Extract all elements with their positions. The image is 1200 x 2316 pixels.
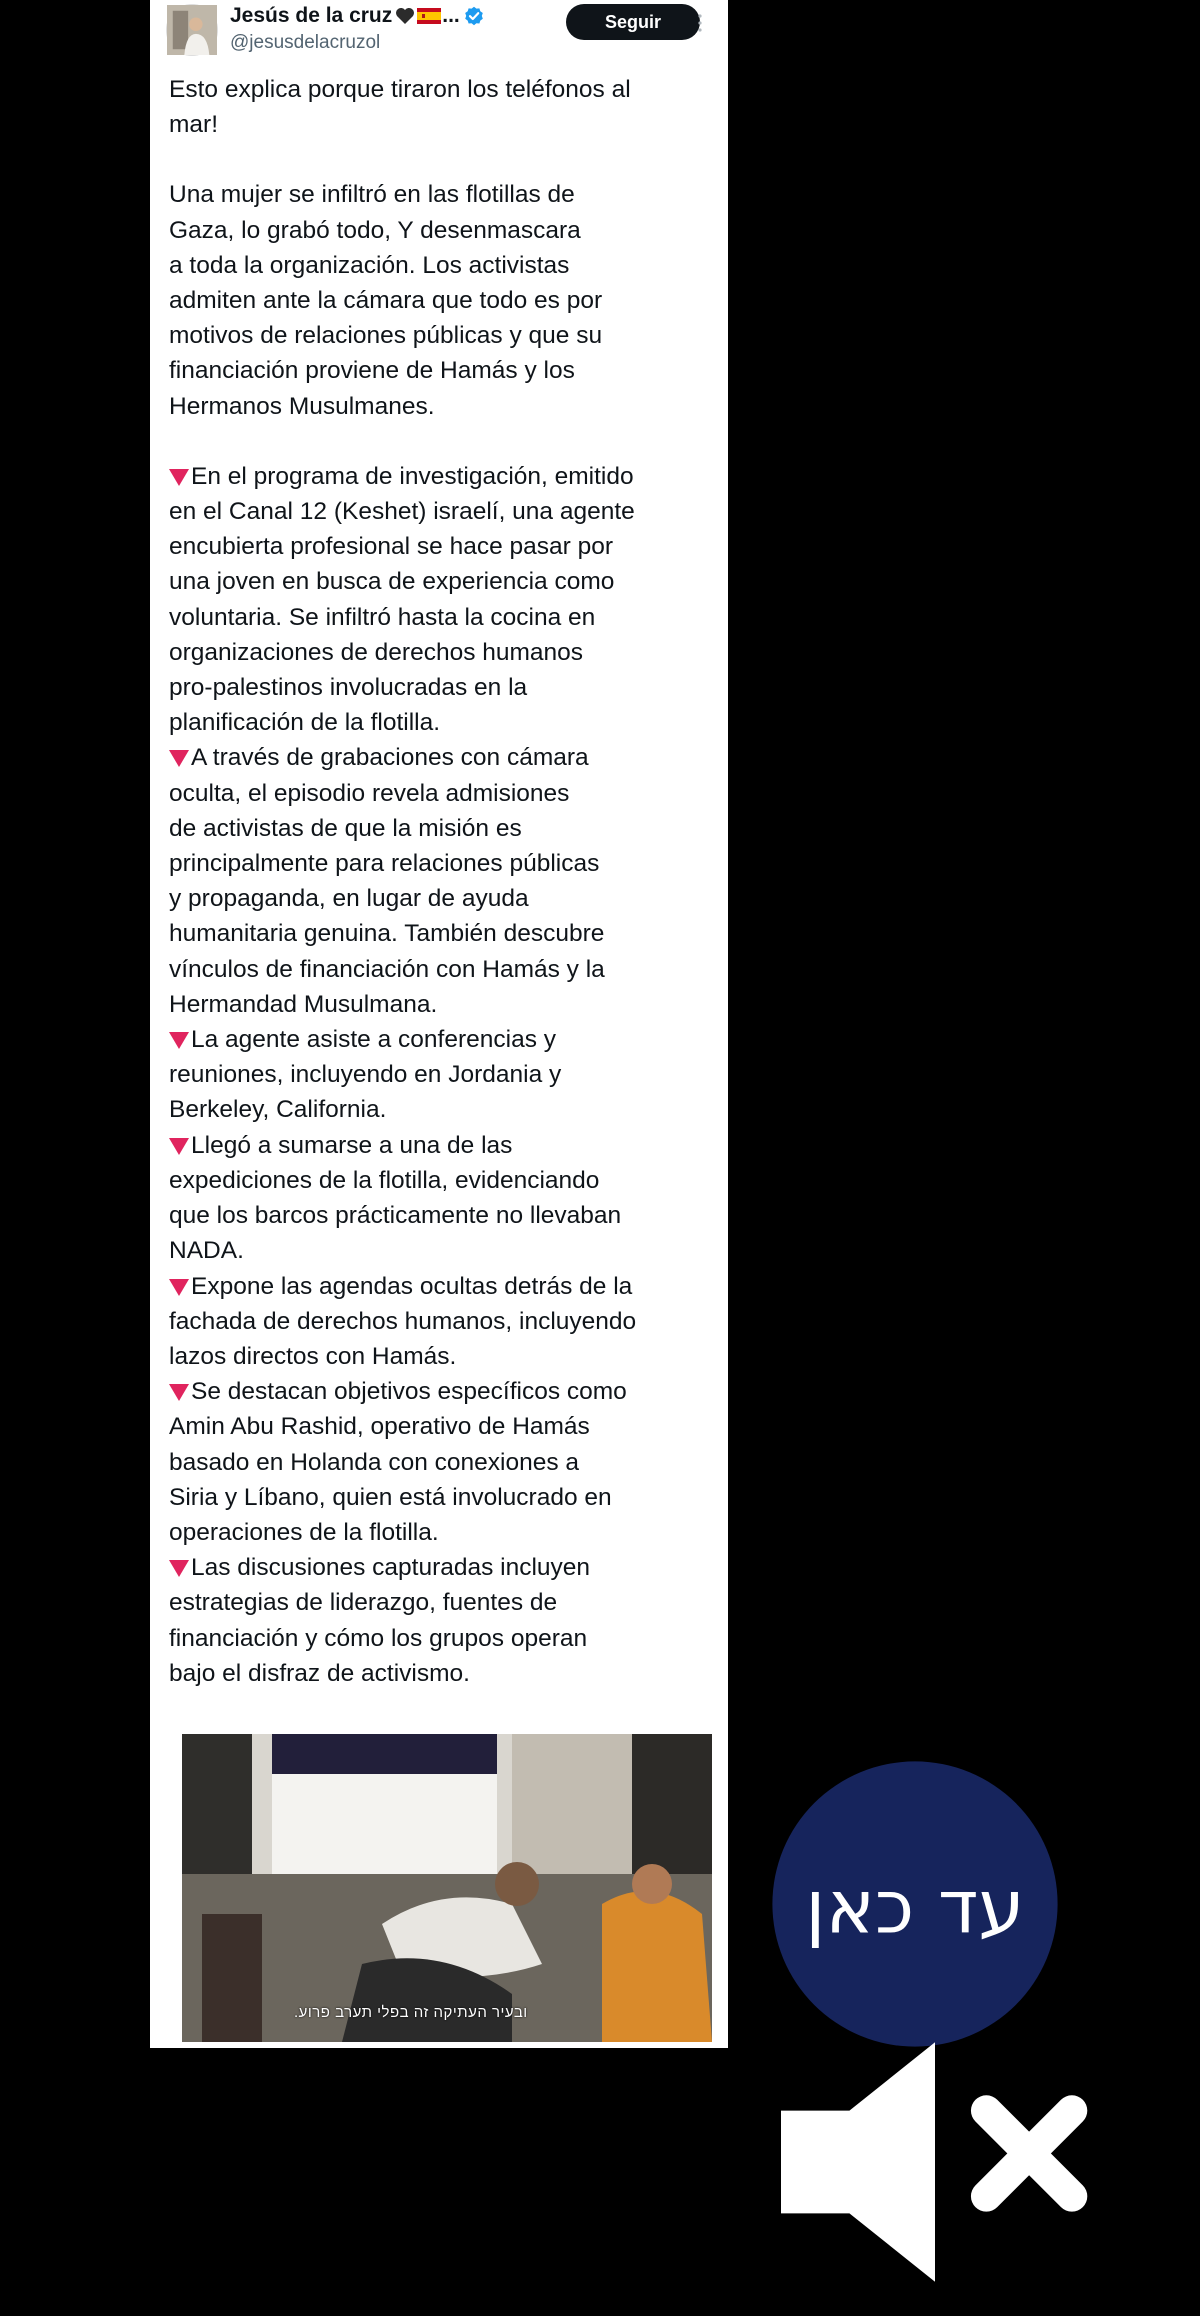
red-triangle-down-icon <box>169 1032 189 1049</box>
more-options-icon[interactable] <box>690 10 710 36</box>
text-line: financiación y cómo los grupos operan <box>169 1624 588 1652</box>
text-line: oculta, el episodio revela admisiones <box>169 779 570 807</box>
text-line: y propaganda, en lugar de ayuda <box>169 885 529 913</box>
speaker-muted-icon[interactable] <box>670 2008 1200 2316</box>
text-line: financiación proviene de Hamás y los <box>169 357 575 385</box>
channel-logo-text: עד כאן <box>805 1864 1025 1951</box>
spain-flag-icon <box>417 8 441 24</box>
text-line: pro-palestinos involucradas en la <box>169 674 528 702</box>
text-line: de activistas de que la misión es <box>169 814 522 842</box>
bullet-line: A través de grabaciones con cámara <box>169 740 717 775</box>
text-line: fachada de derechos humanos, incluyendo <box>169 1307 637 1335</box>
tweet-header <box>150 0 728 66</box>
text-line: principalmente para relaciones públicas <box>169 850 600 878</box>
text-line: admiten ante la cámara que todo es por <box>169 287 603 315</box>
text-line: a toda la organización. Los activistas <box>169 251 570 279</box>
video-player[interactable] <box>182 1734 1025 2042</box>
tweet-card <box>150 0 1025 2048</box>
black-heart-icon <box>395 7 415 25</box>
paragraph-intro <box>169 72 717 142</box>
text-line: lazos directos con Hamás. <box>169 1342 457 1370</box>
text-line: estrategias de liderazgo, fuentes de <box>169 1589 558 1617</box>
text-line: bajo el disfraz de activismo. <box>169 1659 470 1687</box>
video-subtitle: ובעיר העתיקה זה בפלי תערב פרוע. <box>294 2004 528 2021</box>
bullet-line: Expone las agendas ocultas detrás de la <box>169 1269 717 1304</box>
text-line: Hermandad Musulmana. <box>169 990 438 1018</box>
tweet-text <box>169 72 717 1726</box>
text-line: vínculos de financiación con Hamás y la <box>169 955 605 983</box>
text-line: organizaciones de derechos humanos <box>169 638 584 666</box>
red-triangle-down-icon <box>169 1384 189 1401</box>
text-line: operaciones de la flotilla. <box>169 1518 439 1546</box>
text-line: Una mujer se infiltró en las flotillas de <box>169 181 575 209</box>
author-name[interactable]: Jesús de la cruz <box>230 4 393 27</box>
red-triangle-down-icon <box>169 1560 189 1577</box>
avatar[interactable] <box>166 4 218 56</box>
text-line: Amin Abu Rashid, operativo de Hamás <box>169 1413 590 1441</box>
text-line: voluntaria. Se infiltró hasta la cocina en <box>169 603 596 631</box>
red-triangle-down-icon <box>169 1138 189 1155</box>
verified-badge-icon <box>464 6 484 26</box>
text-line: mar! <box>169 111 218 139</box>
bullet-line: Las discusiones capturadas incluyen <box>169 1550 717 1585</box>
name-truncation: ... <box>442 4 460 27</box>
bullet-line: La agente asiste a conferencias y <box>169 1022 717 1057</box>
author-name-row[interactable] <box>230 4 484 28</box>
red-triangle-down-icon <box>169 469 189 486</box>
text-line: motivos de relaciones públicas y que su <box>169 322 603 350</box>
text-line: en el Canal 12 (Keshet) israelí, una agente <box>169 498 635 526</box>
red-triangle-down-icon <box>169 1279 189 1296</box>
text-line: reuniones, incluyendo en Jordania y <box>169 1061 562 1089</box>
author-handle[interactable]: @jesusdelacruzol <box>230 32 381 53</box>
video-frame <box>182 1734 712 2042</box>
text-line: Hermanos Musulmanes. <box>169 392 435 420</box>
text-line: Siria y Líbano, quien está involucrado en <box>169 1483 612 1511</box>
text-line: basado en Holanda con conexiones a <box>169 1448 580 1476</box>
text-line: encubierta profesional se hace pasar por <box>169 533 614 561</box>
text-line: humanitaria genuina. También descubre <box>169 920 605 948</box>
text-line: Berkeley, California. <box>169 1096 387 1124</box>
bullet-line: Llegó a sumarse a una de las <box>169 1128 717 1163</box>
bullet-line: Se destacan objetivos específicos como <box>169 1374 717 1409</box>
paragraph-details <box>169 459 717 1691</box>
bullet-line: En el programa de investigación, emitido <box>169 459 717 494</box>
follow-button[interactable]: Seguir <box>566 4 700 40</box>
paragraph-summary <box>169 177 717 423</box>
text-line: planificación de la flotilla. <box>169 709 441 737</box>
text-line: NADA. <box>169 1237 244 1265</box>
text-line: una joven en busca de experiencia como <box>169 568 615 596</box>
text-line: expediciones de la flotilla, evidenciando <box>169 1166 600 1194</box>
red-triangle-down-icon <box>169 750 189 767</box>
text-line: que los barcos prácticamente no llevaban <box>169 1202 622 1230</box>
text-line: Gaza, lo grabó todo, Y desenmascara <box>169 216 581 244</box>
text-line: Esto explica porque tiraron los teléfonos al <box>169 76 631 103</box>
